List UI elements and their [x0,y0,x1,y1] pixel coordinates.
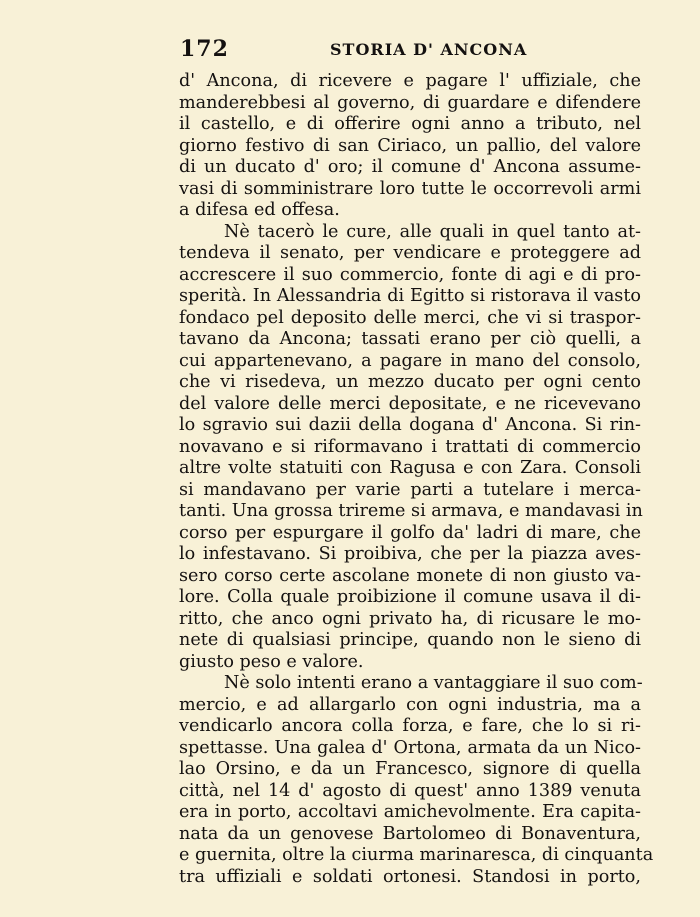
text-line: Nè solo intenti erano a vantaggiare il suo com- [224,673,643,693]
text-line: manderebbesi al governo, di guardare e difendere [179,92,641,113]
text-line: lao Orsino, e da un Francesco, signore di quella [179,759,641,779]
running-title: STORIA D' ANCONA [330,40,528,59]
text-line: novavano e si riformavano i trattati di commercio [179,436,641,457]
text-line: Nè tacerò le cure, alle quali in quel tanto at- [224,221,641,242]
text-line: lore. Colla quale proibizione il comune usava il di- [179,587,641,607]
text-line: tra uffiziali e soldati ortonesi. Standosi in porto, [179,866,641,887]
text-line: a difesa ed offesa. [179,200,340,220]
text-line: accrescere il suo commercio, fonte di agi e di pro- [179,264,641,285]
text-line: lo sgravio sui dazii della dogana d' Ancona. Si rin- [179,415,641,435]
text-line: giusto peso e valore. [179,651,364,672]
text-line: tendeva il senato, per vendicare e proteggere ad [179,243,641,263]
page-header [180,36,642,66]
text-line: cui appartenevano, a pagare in mano del consolo, [179,350,641,371]
text-line: spettasse. Una galea d' Ortona, armata da un Nico- [179,737,641,758]
text-line: fondaco pel deposito delle merci, che vi si traspor- [179,307,641,328]
text-line: era in porto, accoltavi amichevolmente. Era capita- [179,802,641,822]
text-line: nata da un genovese Bartolomeo di Bonaventura, [179,823,641,844]
text-line: vasi di somministrare loro tutte le occorrevoli armi [179,178,641,199]
text-line: che vi risedeva, un mezzo ducato per ogni cento [179,372,641,392]
text-line: tanti. Una grossa trireme si armava, e mandavasi in [179,501,643,521]
text-line: si mandavano per varie parti a tutelare i merca- [179,479,641,500]
text-line: d' Ancona, di ricevere e pagare l' uffiziale, che [179,71,641,91]
text-line: città, nel 14 d' agosto di quest' anno 1389 venuta [179,780,641,801]
text-line: altre volte statuiti con Ragusa e con Zara. Consoli [179,458,641,478]
text-line: ritto, che anco ogni privato ha, di ricusare le mo- [179,608,641,629]
text-line: corso per espurgare il golfo da' ladri di mare, che [179,522,641,543]
text-line: mercio, e ad allargarlo con ogni industria, ma a [179,694,641,715]
text-line: sperità. In Alessandria di Egitto si ristorava il vasto [179,286,641,306]
text-line: vendicarlo ancora colla forza, e fare, che lo si ri- [179,716,641,736]
text-line: il castello, e di offerire ogni anno a tributo, nel [179,114,641,134]
text-line: e guernita, oltre la ciurma marinaresca, di cinquanta [179,845,654,865]
text-line: lo infestavano. Si proibiva, che per la piazza aves- [179,544,641,564]
text-line: tavano da Ancona; tassati erano per ciò quelli, a [179,329,641,349]
body-text [179,71,654,888]
text-line: sero corso certe ascolane monete di non giusto va- [179,565,641,586]
text-line: di un ducato d' oro; il comune d' Ancona assume- [179,157,641,177]
text-line: nete di qualsiasi principe, quando non le sieno di [179,630,641,650]
text-line: giorno festivo di san Ciriaco, un pallio, del valore [179,135,641,156]
page-number: 172 [180,36,229,62]
text-line: del valore delle merci depositate, e ne ricevevano [179,393,641,414]
